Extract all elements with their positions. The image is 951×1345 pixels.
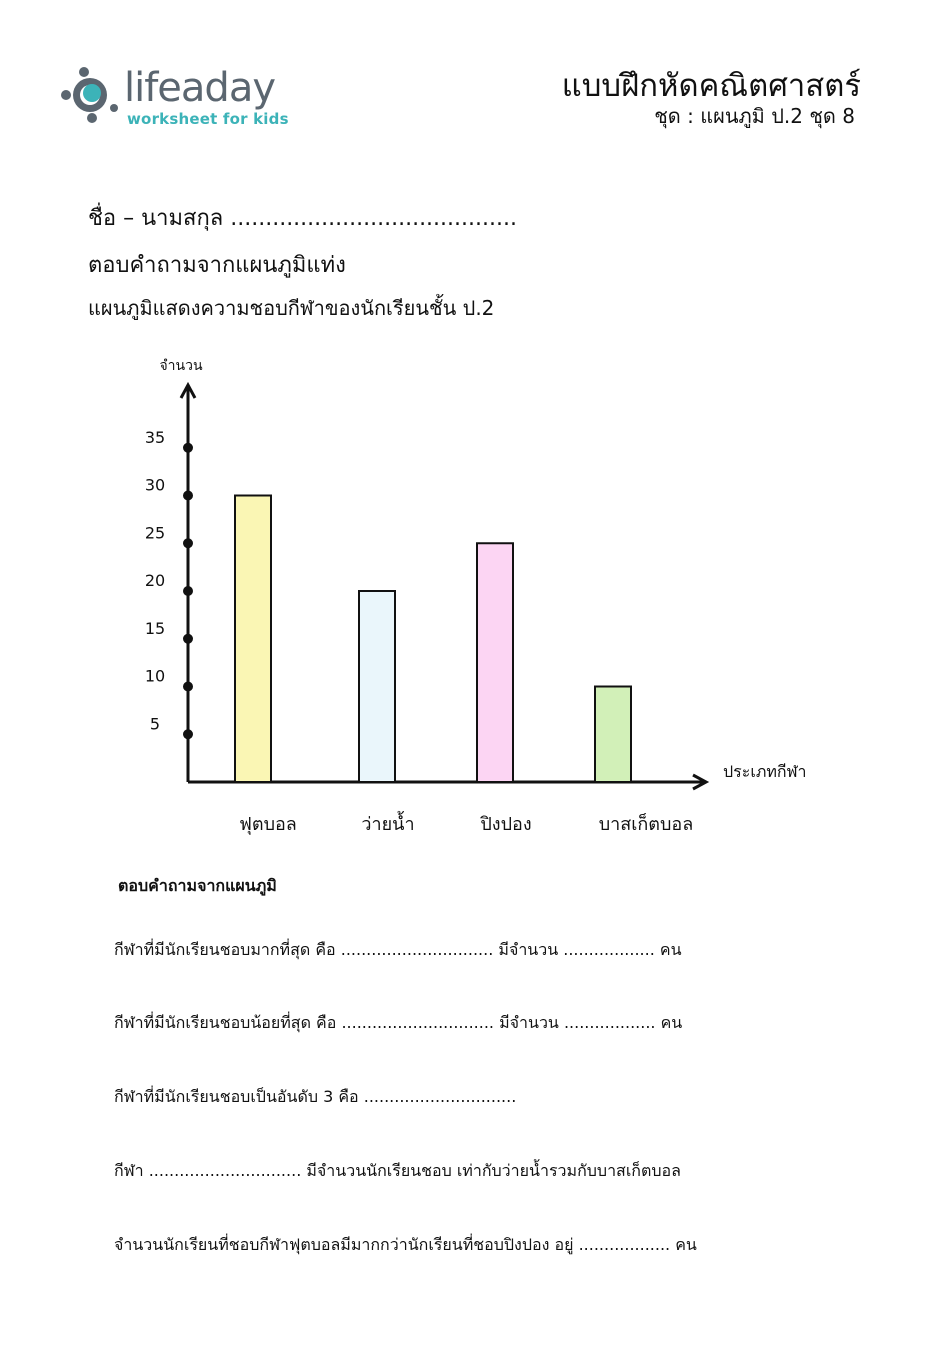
x-axis-label: ประเภทกีฬา bbox=[723, 762, 807, 781]
y-tick-dot bbox=[183, 538, 193, 548]
instruction: ตอบคำถามจากแผนภูมิแท่ง bbox=[88, 253, 346, 278]
category-label: ฟุตบอล bbox=[239, 814, 297, 835]
question-2: กีฬาที่มีนักเรียนชอบน้อยที่สุด คือ .............................. มีจำนวน .................. คน bbox=[114, 1013, 683, 1032]
y-tick-label: 20 bbox=[144, 571, 166, 590]
y-tick-dot bbox=[183, 491, 193, 501]
y-tick-dot bbox=[183, 729, 193, 739]
bar bbox=[477, 543, 513, 782]
logo-wordmark: lifeaday bbox=[124, 65, 276, 111]
y-tick-dot bbox=[183, 443, 193, 453]
question-5: จำนวนนักเรียนที่ชอบกีฬาฟุตบอลมีมากกว่านักเรียนที่ชอบปิงปอง อยู่ .................. คน bbox=[114, 1235, 697, 1254]
y-tick-label: 35 bbox=[144, 427, 166, 447]
category-label: ว่ายน้ำ bbox=[361, 814, 415, 835]
worksheet-subtitle: ชุด : แผนภูมิ ป.2 ชุด 8 bbox=[654, 104, 855, 128]
student-name-line: ชื่อ – นามสกุล ......................................... bbox=[88, 206, 517, 231]
question-1: กีฬาที่มีนักเรียนชอบมากที่สุด คือ .............................. มีจำนวน .................. คน bbox=[114, 940, 682, 959]
y-tick-dot bbox=[183, 682, 193, 692]
y-tick-label: 30 bbox=[144, 475, 166, 495]
worksheet-title: แบบฝึกหัดคณิตศาสตร์ bbox=[561, 68, 861, 104]
question-3: กีฬาที่มีนักเรียนชอบเป็นอันดับ 3 คือ .............................. bbox=[114, 1087, 517, 1106]
question-4: กีฬา .............................. มีจำนวนนักเรียนชอบ เท่ากับว่ายน้ำรวมกับบาสเก็ตบอล bbox=[114, 1161, 681, 1180]
bar bbox=[595, 687, 631, 783]
y-axis-label: จำนวน bbox=[159, 358, 203, 374]
chart-heading: แผนภูมิแสดงความชอบกีฬาของนักเรียนชั้น ป.2 bbox=[88, 296, 495, 320]
y-tick-label: 25 bbox=[144, 523, 166, 543]
bar bbox=[359, 591, 395, 782]
y-tick-dot bbox=[183, 586, 193, 596]
category-label: ปิงปอง bbox=[480, 814, 532, 835]
logo-tagline: worksheet for kids bbox=[127, 110, 289, 128]
questions-heading: ตอบคำถามจากแผนภูมิ bbox=[118, 876, 277, 895]
y-tick-dot bbox=[183, 634, 193, 644]
y-tick-label: 5 bbox=[149, 714, 161, 734]
y-tick-label: 15 bbox=[144, 618, 166, 638]
bar bbox=[235, 496, 271, 783]
bar-chart bbox=[0, 340, 951, 860]
y-tick-label: 10 bbox=[144, 666, 166, 686]
category-label: บาสเก็ตบอล bbox=[598, 814, 694, 835]
